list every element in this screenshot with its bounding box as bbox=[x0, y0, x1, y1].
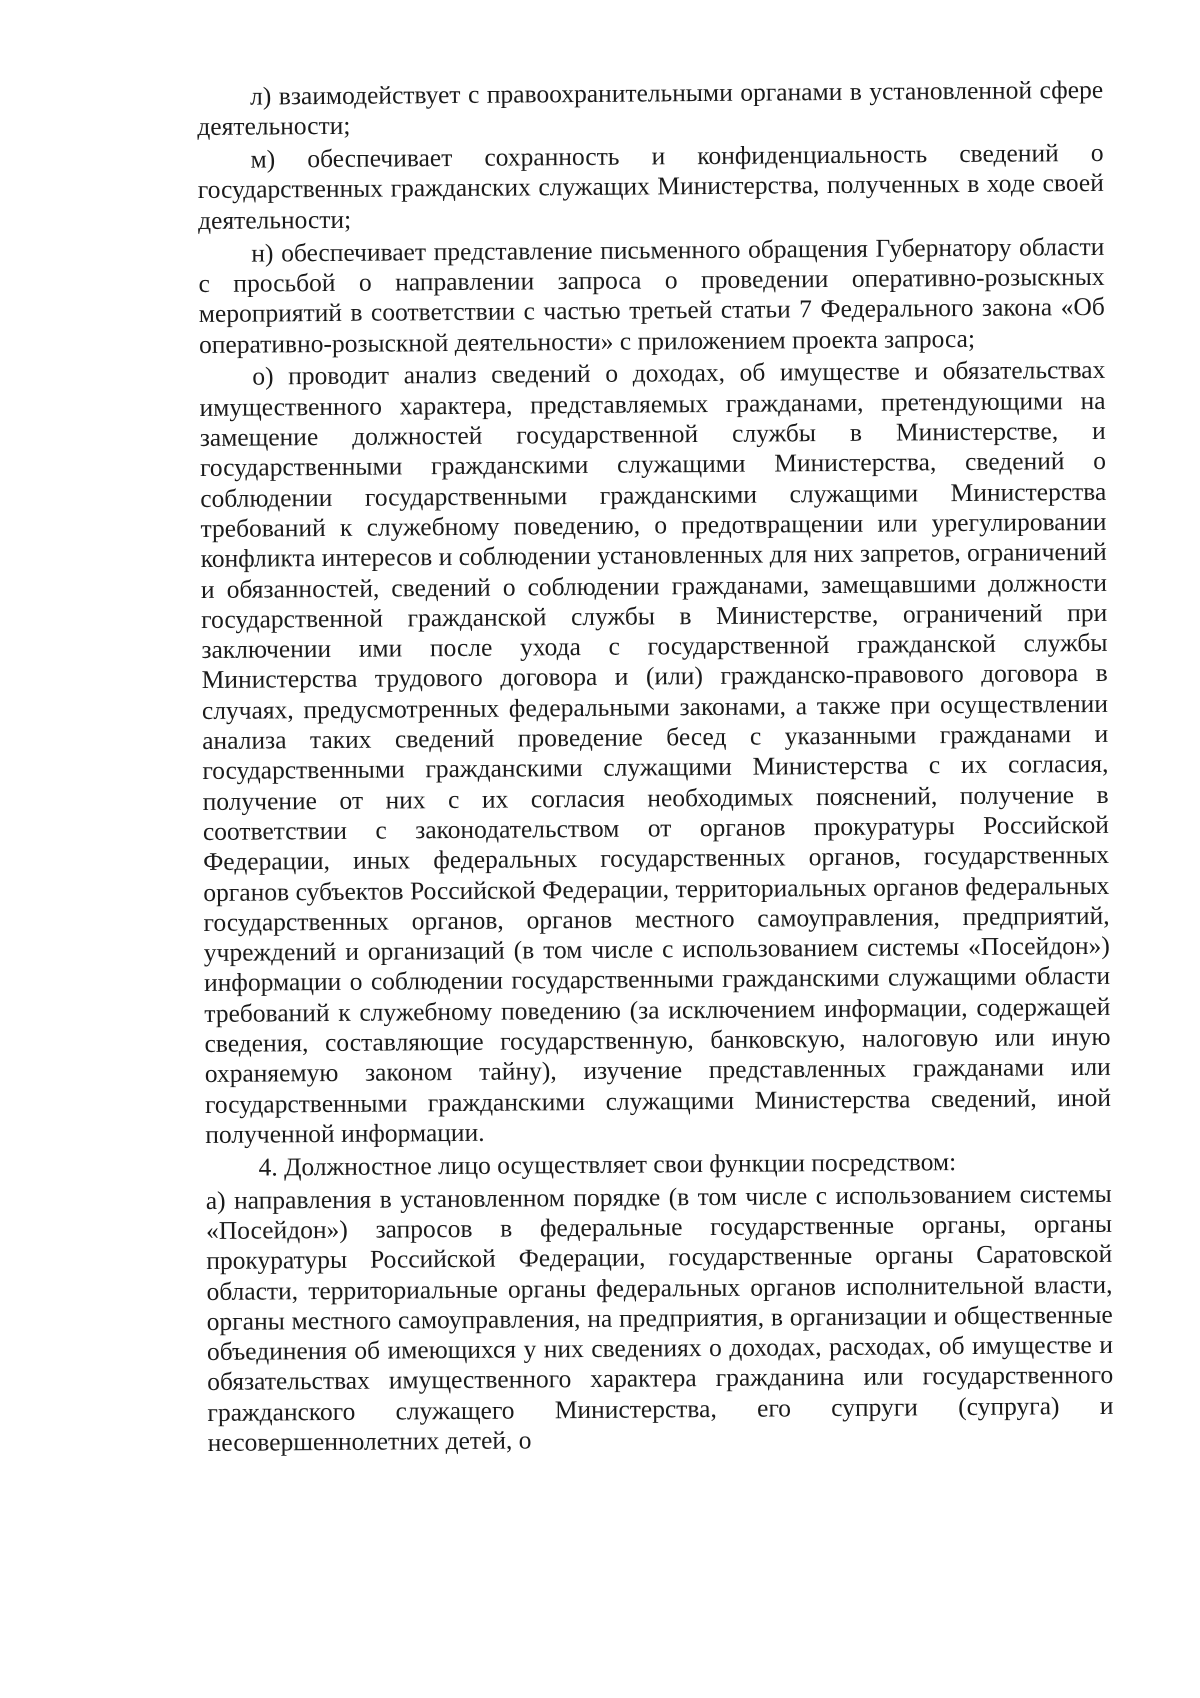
paragraph-l: л) взаимодействует с правоохранительными органами в установленной сфере деятельности; bbox=[197, 74, 1104, 142]
document-body bbox=[197, 75, 1114, 1461]
paragraph-a: а) направления в установленном порядке (в том числе с использованием системы «Посейдон») запросов в федеральные государственные органы, органы прокуратуры Российской Федерации, государственные органы Саратовской области, территориальные органы федеральных органов исполнительной власти, органы местного самоуправления, на предприятия, в организации и общественные объединения об имеющихся у них сведениях о доходах, расходах, об имуществе и обязательствах имущественного характера гражданина или государственного гражданского служащего Министерства, его супруги (супруга) и несовершеннолетних детей, о bbox=[205, 1178, 1114, 1457]
paragraph-n: н) обеспечивает представление письменного обращения Губернатору области с просьбой о направлении запроса о проведении оперативно-розыскных мероприятий в соответствии с частью третьей статьи 7 Федерального закона «Об оперативно-розыскной деятельности» с приложением проекта запроса; bbox=[198, 231, 1105, 359]
paragraph-section-4-heading: 4. Должностное лицо осуществляет свои функции посредством: bbox=[258, 1146, 957, 1182]
paragraph-m: м) обеспечивает сохранность и конфиденциальность сведений о государственных гражданских служащих Министерства, полученных в ходе своей деятельности; bbox=[197, 138, 1104, 235]
paragraph-o: о) проводит анализ сведений о доходах, об имуществе и обязательствах имущественного характера, представляемых гражданами, претендующими на замещение должностей государственной службы в Министерстве, и государственными гражданскими служащими Министерства, сведений о соблюдении государственными гражданскими служащими Министерства требований к служебному поведению, о предотвращении или урегулировании конфликта интересов и соблюдении установленных для них запретов, ограничений и обязанностей, сведений о соблюдении гражданами, замещавшими должности государственной гражданской службы в Министерстве, ограничений при заключении ими после ухода с государственной гражданской службы Министерства трудового договора и (или) гражданско-правового договора в случаях, предусмотренных федеральными законами, а также при осуществлении анализа таких сведений проведение бесед с указанными гражданами и государственными гражданскими служащими Министерства с их согласия, получение от них с их согласия необходимых пояснений, получение в соответствии с законодательством от органов прокуратуры Российской Федерации, иных федеральных государственных органов, государственных органов субъектов Российской Федерации, территориальных органов федеральных государственных органов, органов местного самоуправления, предприятий, учреждений и организаций (в том числе с использованием системы «Посейдон») информации о соблюдении государственными гражданскими служащими области требований к служебному поведению (за исключением информации, содержащей сведения, составляющие государственную, банковскую, налоговую или иную охраняемую законом тайну), изучение представленных гражданами или государственными гражданскими служащими Министерства сведений, иной полученной информации. bbox=[199, 355, 1112, 1149]
